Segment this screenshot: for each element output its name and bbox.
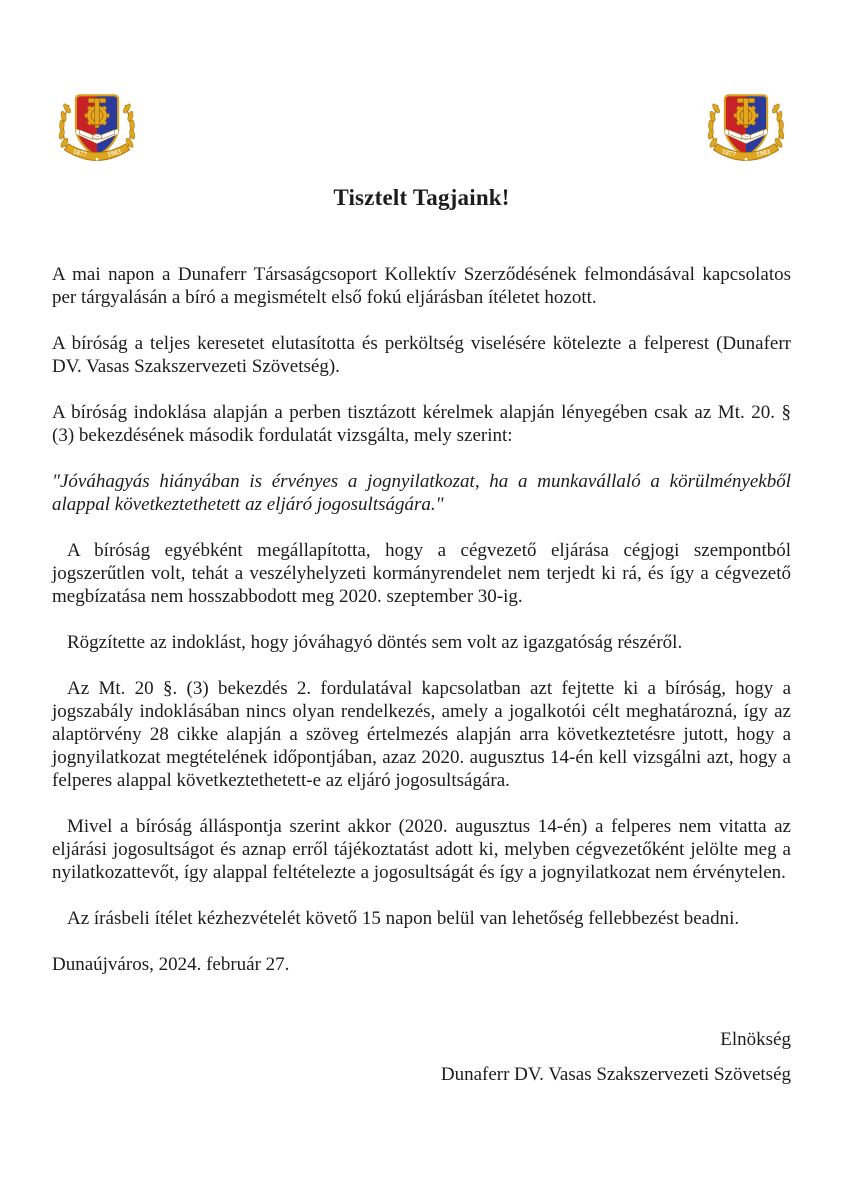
logo-row [52,90,791,178]
paragraph: A bíróság egyébként megállapította, hogy a cégvezető eljárása cégjogi szempontból jogszerűtlen volt, tehát a veszélyhelyzeti kormányrendelet nem terjedt ki rá, és így a cégvezető megbízatása nem hosszabbodott meg 2020. szeptember 30-ig. [52,540,791,607]
letter-body [52,263,791,976]
union-emblem-logo-left [52,90,142,178]
signature-role: Elnökség [720,1029,791,1050]
paragraph: A bíróság indoklása alapján a perben tisztázott kérelmek alapján lényegében csak az Mt. 20. § (3) bekezdésének második fordulatát vizsgálta, mely szerint: [52,402,791,446]
paragraph: A bíróság a teljes keresetet elutasította és perköltség viselésére kötelezte a felperest (Dunaferr DV. Vasas Szakszervezeti Szövetség). [52,333,791,377]
paragraph: A mai napon a Dunaferr Társaságcsoport Kollektív Szerződésének felmondásával kapcsolatos per tárgyalásán a bíró a megismételt első fokú eljárásban ítéletet hozott. [52,264,791,308]
paragraph: Az Mt. 20 §. (3) bekezdés 2. fordulatával kapcsolatban azt fejtette ki a bíróság, hogy a jogszabály indoklásában nincs olyan rendelkezés, amely a jogalkotói célt meghatározná, így az alaptörvény 28 cikke alapján a szöveg értelmezés alapján arra következtetésre jutott, hogy a jognyilatkozat megtételének időpontjában, azaz 2020. augusztus 14-én kell vizsgálni azt, hogy a felperes alappal következtethetett-e az eljáró jogosultságára. [52,678,791,791]
date-line: Dunaújváros, 2024. február 27. [52,954,290,975]
quoted-law-text: "Jóváhagyás hiányában is érvényes a jognyilatkozat, ha a munkavállaló a körülményekből alappal következtethetett az eljáró jogosultságára." [52,471,791,515]
paragraph: Rögzítette az indoklást, hogy jóváhagyó döntés sem volt az igazgatóság részéről. [67,632,683,653]
union-emblem-logo-right [701,90,791,178]
signature-block [52,1028,791,1086]
signature-organization: Dunaferr DV. Vasas Szakszervezeti Szövetség [440,1064,791,1085]
page-title: Tisztelt Tagjaink! [333,185,510,210]
paragraph: Mivel a bíróság álláspontja szerint akkor (2020. augusztus 14-én) a felperes nem vitatta az eljárási jogosultságot és aznap erről tájékoztatást adott ki, melyben cégvezetőként jelölte meg a nyilatkozattevőt, így alappal feltételezte a jogosultságát és így a jognyilatkozat nem érvénytelen. [52,816,791,883]
paragraph: Az írásbeli ítélet kézhezvételét követő 15 napon belül van lehetőség fellebbezést beadni. [67,908,740,929]
